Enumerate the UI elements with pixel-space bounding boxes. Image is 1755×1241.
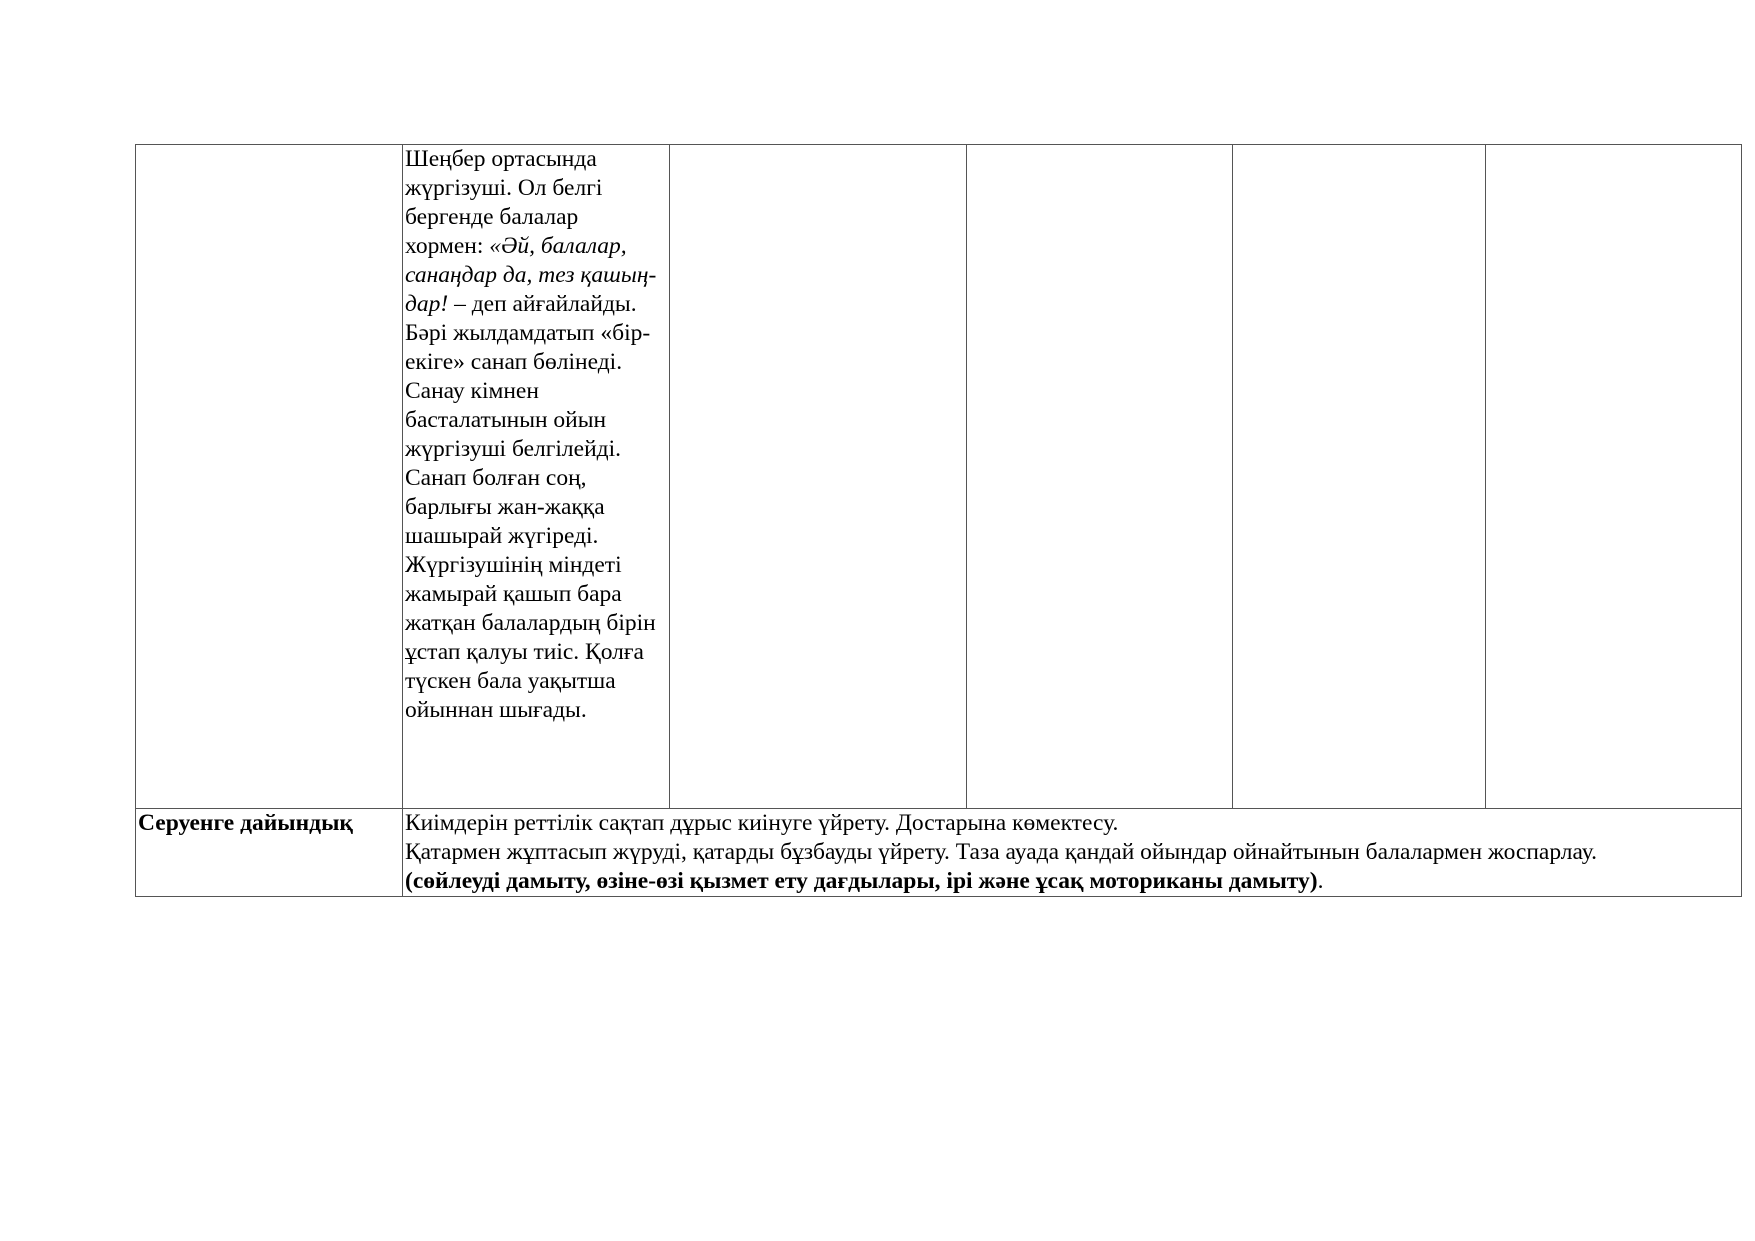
walk-prep-content — [403, 809, 1742, 897]
walk-prep-line-2: Қатармен жұптасып жүруді, қатарды бұзбауды үйрету. Таза ауада қандай ойындар ойнайтынын балалармен жоспарлау. — [405, 839, 1598, 865]
empty-cell — [1233, 145, 1486, 809]
empty-cell — [136, 145, 403, 809]
table-row — [136, 145, 1742, 809]
game-quote: «Әй, балалар, санаңдар да, тез қашың- дар! — [405, 233, 657, 317]
skills-text: (сөйлеуді дамыту, өзіне-өзі қызмет ету дағдылары, ірі және ұсақ моториканы дамыту) — [405, 868, 1318, 894]
empty-cell — [1486, 145, 1742, 809]
walk-prep-line-1: Киімдерін реттілік сақтап дұрыс киінуге үйрету. Достарына көмектесу. — [405, 810, 1119, 836]
table-row — [136, 809, 1742, 897]
game-description-cell — [403, 145, 670, 809]
game-text-before: Шеңбер ортасында жүргізуші. Ол белгі бергенде балалар хормен: — [405, 146, 603, 259]
game-description — [405, 145, 667, 725]
walk-prep-skills-line — [405, 867, 1739, 896]
empty-cell — [967, 145, 1233, 809]
walk-prep-label: Серуенге дайындық — [136, 809, 403, 897]
plan-table — [135, 144, 1742, 897]
empty-cell — [670, 145, 967, 809]
game-text-after: – деп айғайлайды. Бәрі жылдамдатып «бір-екіге» санап бөлінеді. Санау кімнен басталатынын ойын жүргізуші белгілейді. Санап болған соң, барлығы жан-жаққа шашырай жүгіреді. Жүргізушінің міндеті жамырай қашып бара жатқан балалардың бірін ұстап қалуы тиіс. Қолға түскен бала уақытша ойыннан шығады. — [405, 291, 656, 723]
skills-end: . — [1317, 868, 1324, 894]
